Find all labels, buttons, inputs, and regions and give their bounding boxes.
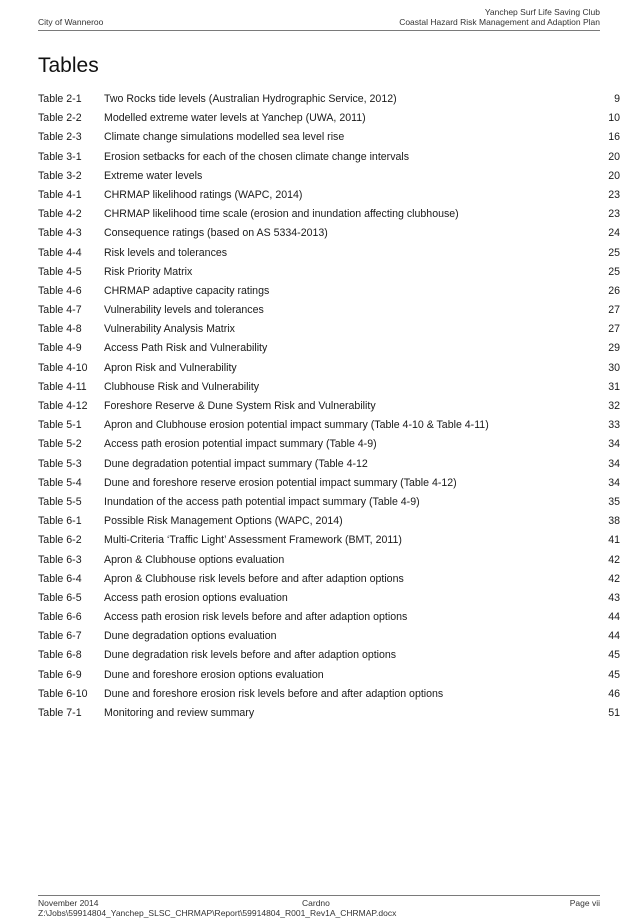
toc-entry[interactable] [38,474,620,493]
toc-entry-title: Risk Priority Matrix [104,265,193,278]
toc-entry[interactable] [38,397,620,416]
toc-entry[interactable] [38,301,620,320]
toc-entry-number: Table 4-7 [38,304,82,317]
toc-entry[interactable] [38,148,620,167]
toc-entry-title: Climate change simulations modelled sea level rise [104,131,345,144]
toc-entry-number: Table 4-4 [38,246,82,259]
toc-entry[interactable] [38,551,620,570]
toc-entry-page: 23 [608,188,620,201]
toc-entry-page: 23 [608,208,620,221]
toc-entry-page: 25 [608,246,620,259]
toc-entry-page: 33 [608,419,620,432]
toc-entry-page: 27 [608,304,620,317]
toc-entry[interactable] [38,646,620,665]
toc-entry-title: CHRMAP likelihood time scale (erosion and inundation affecting clubhouse) [104,208,459,221]
toc-entry[interactable] [38,224,620,243]
toc-entry-title: Two Rocks tide levels (Australian Hydrographic Service, 2012) [104,93,397,105]
toc-entry[interactable] [38,455,620,474]
toc-entry-number: Table 5-4 [38,476,82,489]
toc-entry-title: Access path erosion potential impact summary (Table 4-9) [104,438,377,451]
toc-entry-number: Table 4-5 [38,265,82,278]
toc-entry-page: 45 [608,649,620,662]
toc-entry[interactable] [38,416,620,435]
toc-entry[interactable] [38,167,620,186]
toc-entry-title: Consequence ratings (based on AS 5334-2013) [104,227,328,240]
toc-entry-title: Access path erosion risk levels before and after adaption options [104,611,408,624]
toc-entry-number: Table 2-1 [38,93,82,105]
toc-entry-title: Foreshore Reserve & Dune System Risk and Vulnerability [104,400,376,412]
toc-entry-page: 42 [608,553,620,566]
toc-entry[interactable] [38,493,620,512]
toc-entry-title: Apron & Clubhouse risk levels before and after adaption options [104,572,404,585]
toc-entry-page: 34 [608,476,620,489]
toc-entry-title: Extreme water levels [104,169,203,182]
toc-entry-number: Table 5-1 [38,419,82,432]
toc-entry-page: 34 [608,438,620,451]
toc-entry-number: Table 4-8 [38,323,82,336]
toc-entry-page: 35 [608,495,620,508]
toc-entry-number: Table 7-1 [38,707,82,719]
toc-entry-title: Dune and foreshore reserve erosion potential impact summary (Table 4-12) [104,476,457,489]
toc-entry-number: Table 6-1 [38,515,82,528]
toc-entry[interactable] [38,608,620,627]
toc-entry-number: Table 4-10 [38,361,88,374]
toc-entry-title: Possible Risk Management Options (WAPC, 2014) [104,515,343,528]
toc-entry-number: Table 5-2 [38,438,82,451]
toc-entry[interactable] [38,685,620,704]
toc-entry-number: Table 3-1 [38,150,82,163]
toc-entry-page: 29 [608,342,620,355]
toc-entry-title: Dune degradation risk levels before and after adaption options [104,649,397,662]
toc-entry-page: 9 [614,93,620,105]
tables-list [38,90,620,723]
page-header [38,4,600,31]
footer-page-number: Page vii [569,898,600,908]
toc-entry[interactable] [38,109,620,128]
toc-entry-page: 44 [608,630,620,643]
toc-entry-page: 38 [608,515,620,528]
toc-entry-title: CHRMAP adaptive capacity ratings [104,284,270,297]
toc-entry-title: Access Path Risk and Vulnerability [104,342,268,355]
toc-entry-number: Table 2-3 [38,131,82,144]
toc-entry-page: 44 [608,611,620,624]
toc-entry-number: Table 4-2 [38,208,82,221]
toc-entry[interactable] [38,205,620,224]
toc-entry[interactable] [38,570,620,589]
toc-entry-page: 43 [608,591,620,604]
toc-entry-number: Table 4-11 [38,380,87,393]
toc-entry-page: 16 [608,131,620,144]
toc-entry-title: Vulnerability Analysis Matrix [104,323,235,336]
footer-date: November 2014 [38,898,99,908]
toc-entry[interactable] [38,128,620,147]
toc-entry-title: Multi-Criteria ‘Traffic Light’ Assessment Framework (BMT, 2011) [104,534,402,547]
toc-entry-number: Table 6-10 [38,687,88,700]
toc-entry-page: 24 [608,227,620,240]
toc-entry[interactable] [38,435,620,454]
toc-entry-page: 31 [608,380,620,393]
toc-entry[interactable] [38,512,620,531]
toc-entry[interactable] [38,186,620,205]
toc-entry-number: Table 6-5 [38,591,82,604]
toc-entry-page: 34 [608,457,620,470]
toc-entry-page: 25 [608,265,620,278]
toc-entry-page: 10 [608,112,620,125]
toc-entry-title: Erosion setbacks for each of the chosen climate change intervals [104,150,410,163]
header-project-line2: Coastal Hazard Risk Management and Adaption Plan [399,17,600,27]
page-title: Tables [38,54,99,77]
toc-entry-number: Table 4-9 [38,342,82,355]
toc-entry-page: 26 [608,284,620,297]
toc-entry-number: Table 4-1 [38,188,82,201]
toc-entry-title: Clubhouse Risk and Vulnerability [104,380,260,393]
toc-entry[interactable] [38,320,620,339]
toc-entry-title: Dune degradation potential impact summary (Table 4-12 [104,457,368,470]
toc-entry-page: 51 [608,707,620,719]
toc-entry-number: Table 6-7 [38,630,82,643]
toc-entry-title: Vulnerability levels and tolerances [104,304,264,317]
toc-entry-title: Apron Risk and Vulnerability [104,361,237,374]
toc-entry-page: 41 [608,534,620,547]
toc-entry-title: Apron & Clubhouse options evaluation [104,553,285,566]
toc-entry-page: 45 [608,668,620,681]
toc-entry-number: Table 6-9 [38,668,82,681]
toc-entry[interactable] [38,359,620,378]
toc-entry-page: 42 [608,572,620,585]
toc-entry-number: Table 5-5 [38,495,82,508]
toc-entry-page: 46 [608,687,620,700]
toc-entry-page: 32 [608,400,620,412]
toc-entry-number: Table 6-2 [38,534,82,547]
toc-entry-title: Dune degradation options evaluation [104,630,277,643]
toc-entry-title: Dune and foreshore erosion risk levels before and after adaption options [104,687,444,700]
toc-entry-title: Inundation of the access path potential impact summary (Table 4-9) [104,495,420,508]
toc-entry-page: 30 [608,361,620,374]
toc-entry-number: Table 6-8 [38,649,82,662]
toc-entry-number: Table 4-6 [38,284,82,297]
toc-entry-title: Apron and Clubhouse erosion potential impact summary (Table 4-10 & Table 4-11) [104,419,489,432]
toc-entry-title: Monitoring and review summary [104,707,255,719]
header-project [399,7,600,27]
toc-entry-number: Table 2-2 [38,112,82,125]
toc-entry[interactable] [38,378,620,397]
toc-entry[interactable] [38,704,620,723]
toc-entry[interactable] [38,666,620,685]
toc-entry-title: Modelled extreme water levels at Yanchep (UWA, 2011) [104,112,366,125]
toc-entry[interactable] [38,244,620,263]
toc-entry[interactable] [38,263,620,282]
toc-entry-number: Table 4-12 [38,400,88,412]
toc-entry[interactable] [38,90,620,109]
toc-entry[interactable] [38,627,620,646]
toc-entry-number: Table 6-3 [38,553,82,566]
footer-file-path: Z:\Jobs\59914804_Yanchep_SLSC_CHRMAP\Report\59914804_R001_Rev1A_CHRMAP.docx [38,908,397,918]
toc-entry[interactable] [38,282,620,301]
header-project-line1: Yanchep Surf Life Saving Club [484,7,600,17]
toc-entry-number: Table 6-6 [38,611,82,624]
toc-entry-number: Table 5-3 [38,457,82,470]
toc-entry[interactable] [38,589,620,608]
toc-entry-number: Table 4-3 [38,227,82,240]
toc-entry-page: 20 [608,150,620,163]
header-client: City of Wanneroo [38,17,104,27]
page-footer [38,895,600,918]
toc-entry[interactable] [38,531,620,550]
toc-entry[interactable] [38,339,620,358]
toc-entry-title: Dune and foreshore erosion options evaluation [104,668,324,681]
toc-entry-title: Access path erosion options evaluation [104,591,288,604]
footer-company: Cardno [302,898,330,908]
toc-entry-page: 20 [608,169,620,182]
toc-entry-number: Table 6-4 [38,572,82,585]
toc-entry-page: 27 [608,323,620,336]
toc-entry-number: Table 3-2 [38,169,82,182]
toc-entry-title: CHRMAP likelihood ratings (WAPC, 2014) [104,188,303,201]
toc-entry-title: Risk levels and tolerances [104,246,228,259]
